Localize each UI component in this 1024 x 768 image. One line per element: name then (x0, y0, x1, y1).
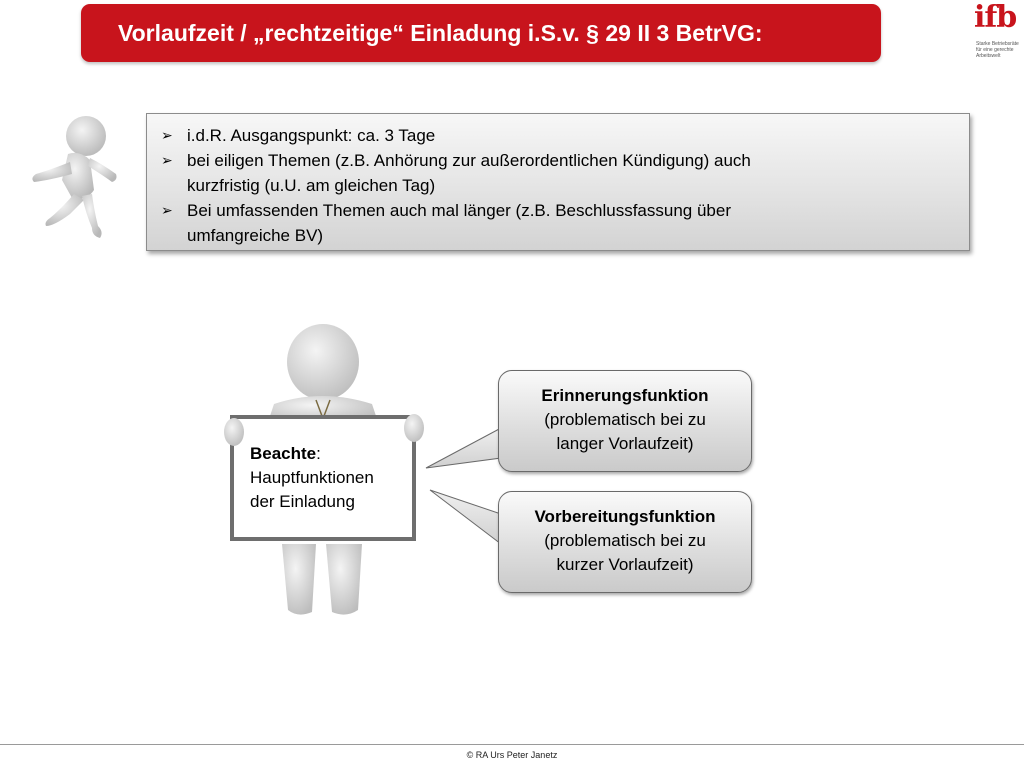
board-line: der Einladung (250, 492, 355, 511)
bubble-text: kurzer Vorlaufzeit) (556, 555, 694, 574)
callout-bubble (498, 491, 752, 593)
arrow-bullet-icon: ➢ (161, 127, 173, 143)
logo-tagline: Starke Betriebsräte für eine gerechte Arbeitswelt (976, 41, 1019, 59)
bubble-text: (problematisch bei zu (544, 410, 706, 429)
board-line: Hauptfunktionen (250, 468, 374, 487)
footer (0, 744, 1024, 768)
callout-pointer (426, 428, 501, 468)
copyright-text: © RA Urs Peter Janetz (466, 750, 558, 760)
bullet-item: ➢ bei eiligen Themen (z.B. Anhörung zur außerordentlichen Kündigung) auch kurzfristig (u.U. am gleichen Tag) (161, 148, 959, 198)
bullet-item: ➢ Bei umfassenden Themen auch mal länger (z.B. Beschlussfassung über umfangreiche BV) (161, 198, 959, 248)
callout-pointer (430, 490, 501, 544)
bullet-item: ➢ i.d.R. Ausgangspunkt: ca. 3 Tage (161, 123, 959, 148)
arrow-bullet-icon: ➢ (161, 202, 173, 218)
callout-bubble (498, 370, 752, 472)
page-title: Vorlaufzeit / „rechtzeitige“ Einladung i.S.v. § 29 II 3 BetrVG: (118, 19, 763, 46)
board-label: Beachte (250, 444, 317, 463)
bubble-heading: Vorbereitungsfunktion (534, 507, 716, 526)
logo-wordmark: ifb (974, 0, 1017, 35)
bubble-text: langer Vorlaufzeit) (556, 434, 694, 453)
bubble-heading: Erinnerungsfunktion (541, 386, 709, 405)
arrow-bullet-icon: ➢ (161, 152, 173, 168)
bubble-text: (problematisch bei zu (544, 531, 706, 550)
board-text: Beachte: Hauptfunktionen der Einladung (250, 442, 410, 514)
